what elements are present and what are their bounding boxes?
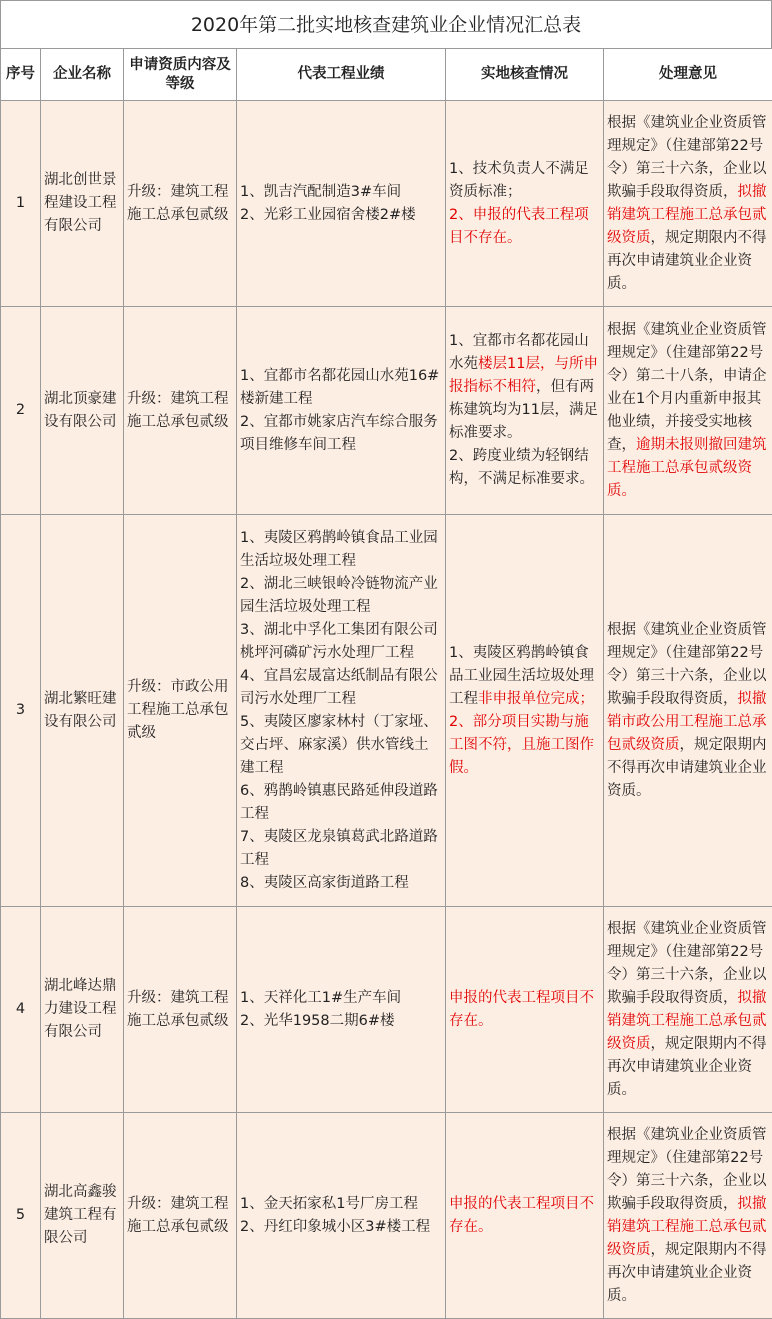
opinion-segment: ，规定限期内不得再次申请建筑业企业资质。 <box>607 1036 767 1098</box>
project-item: 1、天祥化工1#生产车间 <box>240 987 442 1010</box>
qualification-cell: 升级：建筑工程施工总承包贰级 <box>124 307 237 515</box>
project-item: 2、光华1958二期6#楼 <box>240 1010 442 1033</box>
check-segment-red: 楼层11层，与所申报指标不相符 <box>449 356 598 395</box>
table-row <box>1 907 772 1113</box>
opinion-segment: 根据《建筑业企业资质管理规定》（住建部第22号令）第三十六条，企业以欺骗手段取得资质， <box>607 921 767 1006</box>
row-number: 1 <box>1 101 41 307</box>
projects-cell <box>237 101 446 307</box>
project-item: 5、夷陵区廖家林村（丁家垭、交占坪、麻家溪）供水管线土建工程 <box>240 711 442 780</box>
check-segment: 1、夷陵区鸦鹊岭镇食品工业园生活垃圾处理工程 <box>449 645 594 707</box>
opinion-segment: 根据《建筑业企业资质管理规定》（住建部第22号令）第三十六条，企业以欺骗手段取得资质， <box>607 115 767 200</box>
check-segment: ，但有两栋建筑均为11层，满足标准要求。 <box>449 379 598 441</box>
qualification-cell: 升级：建筑工程施工总承包贰级 <box>124 907 237 1113</box>
opinion-segment-red: 拟撤销建筑工程施工总承包贰级资质 <box>607 990 767 1052</box>
project-item: 4、宜昌宏晟富达纸制品有限公司污水处理厂工程 <box>240 665 442 711</box>
opinion-segment-red: 拟撤销建筑工程施工总承包贰级资质 <box>607 1196 767 1258</box>
company-name: 湖北创世景程建设工程有限公司 <box>41 101 124 307</box>
project-item: 6、鸦鹊岭镇惠民路延伸段道路工程 <box>240 780 442 826</box>
project-item: 2、湖北三峡银岭冷链物流产业园生活垃圾处理工程 <box>240 573 442 619</box>
table-row <box>1 515 772 907</box>
company-name: 湖北繁旺建设有限公司 <box>41 515 124 907</box>
company-name: 湖北峰达鼎力建设工程有限公司 <box>41 907 124 1113</box>
opinion-cell <box>604 101 772 307</box>
qualification-cell: 升级：建筑工程施工总承包贰级 <box>124 101 237 307</box>
header-check: 实地核查情况 <box>446 49 604 101</box>
opinion-cell <box>604 1113 772 1319</box>
opinion-segment-red: 拟撤销市政公用工程施工总承包贰级资质 <box>607 691 767 753</box>
qualification-cell: 升级：市政公用工程施工总承包贰级 <box>124 515 237 907</box>
opinion-segment: ，规定限期内不得再次申请建筑业企业资质。 <box>607 1242 767 1304</box>
opinion-segment-red: 逾期未报则撤回建筑工程施工总承包贰级资质。 <box>607 437 767 499</box>
project-item: 1、夷陵区鸦鹊岭镇食品工业园生活垃圾处理工程 <box>240 527 442 573</box>
table-title: 2020年第二批实地核查建筑业企业情况汇总表 <box>0 0 772 48</box>
opinion-segment: 根据《建筑业企业资质管理规定》（住建部第22号令）第二十八条，申请企业在1个月内重新申报其他业绩，并接受实地核查， <box>607 322 767 453</box>
check-segment: 2、跨度业绩为轻钢结构，不满足标准要求。 <box>449 445 600 491</box>
opinion-cell <box>604 515 772 907</box>
check-segment-red: 申报的代表工程项目不存在。 <box>449 1196 594 1235</box>
check-segment-red: 非申报单位完成； <box>478 691 594 707</box>
check-segment-red: 2、申报的代表工程项目不存在。 <box>449 204 600 250</box>
check-segment-red: 2、部分项目实勘与施工图不符，且施工图作假。 <box>449 711 600 780</box>
projects-cell <box>237 307 446 515</box>
project-item: 2、丹红印象城小区3#楼工程 <box>240 1216 442 1239</box>
row-number: 4 <box>1 907 41 1113</box>
projects-cell <box>237 515 446 907</box>
opinion-cell <box>604 907 772 1113</box>
row-number: 3 <box>1 515 41 907</box>
table-row <box>1 101 772 307</box>
project-item: 8、夷陵区高家街道路工程 <box>240 872 442 895</box>
project-item: 7、夷陵区龙泉镇葛武北路道路工程 <box>240 826 442 872</box>
project-item: 2、光彩工业园宿舍楼2#楼 <box>240 204 442 227</box>
check-segment-red: 申报的代表工程项目不存在。 <box>449 990 594 1029</box>
check-cell <box>446 515 604 907</box>
opinion-segment: ，规定限期内不得再次申请建筑业企业资质。 <box>607 737 767 799</box>
projects-cell <box>237 1113 446 1319</box>
check-cell <box>446 907 604 1113</box>
table-row <box>1 307 772 515</box>
company-name: 湖北顶豪建设有限公司 <box>41 307 124 515</box>
check-cell <box>446 101 604 307</box>
check-segment: 1、技术负责人不满足资质标准； <box>449 158 600 204</box>
opinion-segment: 根据《建筑业企业资质管理规定》（住建部第22号令）第三十六条，企业以欺骗手段取得资质， <box>607 622 767 707</box>
opinion-segment: 根据《建筑业企业资质管理规定》（住建部第22号令）第三十六条，企业以欺骗手段取得资质， <box>607 1127 767 1212</box>
row-number: 5 <box>1 1113 41 1319</box>
opinion-cell <box>604 307 772 515</box>
table-row <box>1 1113 772 1319</box>
check-cell <box>446 307 604 515</box>
row-number: 2 <box>1 307 41 515</box>
check-segment: 1、宜都市名都花园山水苑 <box>449 333 589 372</box>
header-no: 序号 <box>1 49 41 101</box>
project-item: 1、宜都市名都花园山水苑16#楼新建工程 <box>240 365 442 411</box>
header-company: 企业名称 <box>41 49 124 101</box>
header-projects: 代表工程业绩 <box>237 49 446 101</box>
header-opinion: 处理意见 <box>604 49 772 101</box>
projects-cell <box>237 907 446 1113</box>
project-item: 3、湖北中孚化工集团有限公司桃坪河磷矿污水处理厂工程 <box>240 619 442 665</box>
qualification-cell: 升级：建筑工程施工总承包贰级 <box>124 1113 237 1319</box>
project-item: 1、凯吉汽配制造3#车间 <box>240 181 442 204</box>
summary-table <box>0 48 772 1319</box>
project-item: 1、金天拓家私1号厂房工程 <box>240 1193 442 1216</box>
opinion-segment-red: 拟撤销建筑工程施工总承包贰级资质 <box>607 184 767 246</box>
header-row <box>1 49 772 101</box>
opinion-segment: ，规定期限内不得再次申请建筑业企业资质。 <box>607 230 767 292</box>
company-name: 湖北高鑫骏建筑工程有限公司 <box>41 1113 124 1319</box>
check-cell <box>446 1113 604 1319</box>
project-item: 2、宜都市姚家店汽车综合服务项目维修车间工程 <box>240 411 442 457</box>
header-qualification: 申请资质内容及等级 <box>124 49 237 101</box>
